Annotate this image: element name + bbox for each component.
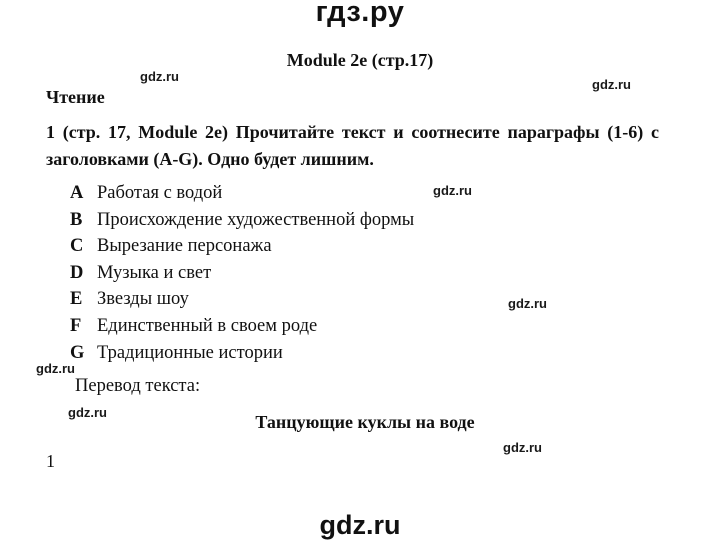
section-heading: Чтение	[46, 87, 105, 107]
option-text: Работая с водой	[97, 183, 223, 203]
watermark: gdz.ru	[592, 77, 631, 92]
paragraph-number: 1	[46, 451, 55, 471]
option-letter: F	[70, 315, 82, 336]
option-text: Вырезание персонажа	[97, 236, 272, 257]
site-header-logo: гдз.ру	[315, 0, 405, 28]
watermark: gdz.ru	[508, 296, 547, 311]
text-title: Танцующие куклы на воде	[255, 412, 475, 432]
option-item-b	[70, 207, 414, 234]
site-footer-logo: gdz.ru	[319, 510, 401, 540]
option-item-c	[70, 233, 414, 260]
option-item-d	[70, 260, 414, 287]
option-letter: C	[70, 236, 84, 257]
watermark: gdz.ru	[140, 69, 179, 84]
option-item-e	[70, 286, 414, 313]
option-letter: B	[70, 209, 83, 230]
module-title: Module 2e (стр.17)	[286, 50, 434, 70]
option-letter: E	[70, 289, 83, 310]
option-letter: G	[70, 342, 85, 363]
watermark: gdz.ru	[36, 361, 75, 376]
option-text: Происхождение художественной формы	[97, 209, 415, 230]
option-item-a	[70, 180, 414, 207]
watermark: gdz.ru	[433, 183, 472, 198]
watermark: gdz.ru	[503, 440, 542, 455]
watermark: gdz.ru	[68, 405, 107, 420]
option-letter: A	[70, 183, 84, 203]
option-text: Звезды шоу	[97, 289, 189, 310]
heading-options-list	[70, 180, 414, 366]
option-item-f	[70, 313, 414, 340]
translation-label: Перевод текста:	[75, 376, 201, 396]
option-text: Музыка и свет	[97, 262, 212, 283]
option-item-g	[70, 340, 414, 367]
option-letter: D	[70, 262, 84, 283]
task-instruction: 1 (стр. 17, Module 2e) Прочитайте текст и соотнесите параграфы (1-6) с заголовками (A-G). Одно будет лишним.	[46, 122, 659, 169]
option-text: Единственный в своем роде	[97, 315, 318, 336]
option-text: Традиционные истории	[97, 342, 283, 363]
